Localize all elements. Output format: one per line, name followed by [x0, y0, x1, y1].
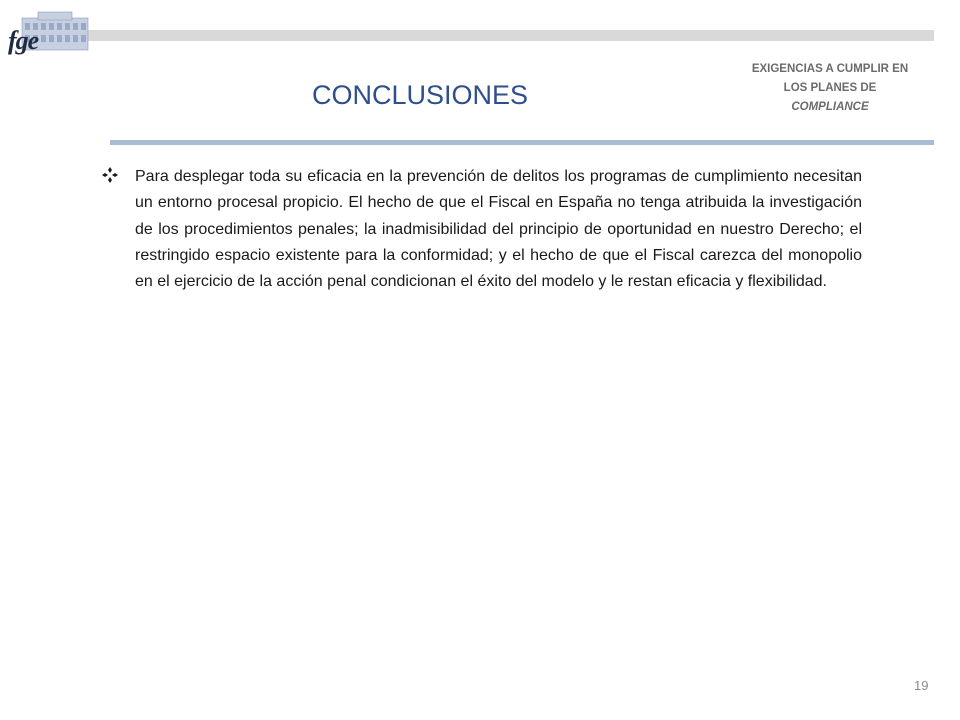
title-divider	[110, 140, 934, 145]
bullet-paragraph: Para desplegar toda su eficacia en la prevención de delitos los programas de cumplimiento necesitan un entorno procesal propicio. El hecho de que el Fiscal en España no tenga atribuida la investigación de los procedimientos penales; la inadmisibilidad del principio de oportunidad en nuestro Derecho; el restringido espacio existente para la conformidad; y el hecho de que el Fiscal carezca del monopolio en el ejercicio de la acción penal condicionan el éxito del modelo y le restan eficacia y flexibilidad.	[135, 168, 862, 291]
header-note-line-1: EXIGENCIAS A CUMPLIR EN	[751, 63, 909, 75]
header-note-line-2: LOS PLANES DE	[783, 82, 877, 94]
logo-text: fge	[8, 26, 39, 55]
bullet-item	[102, 164, 862, 295]
page-title: CONCLUSIONES	[312, 80, 529, 110]
header-note	[730, 60, 930, 117]
header-note-line-3: COMPLIANCE	[791, 101, 869, 113]
diamond-bullet-icon	[102, 167, 118, 183]
header-top-bar	[88, 30, 934, 41]
page-number: 19	[914, 678, 929, 693]
